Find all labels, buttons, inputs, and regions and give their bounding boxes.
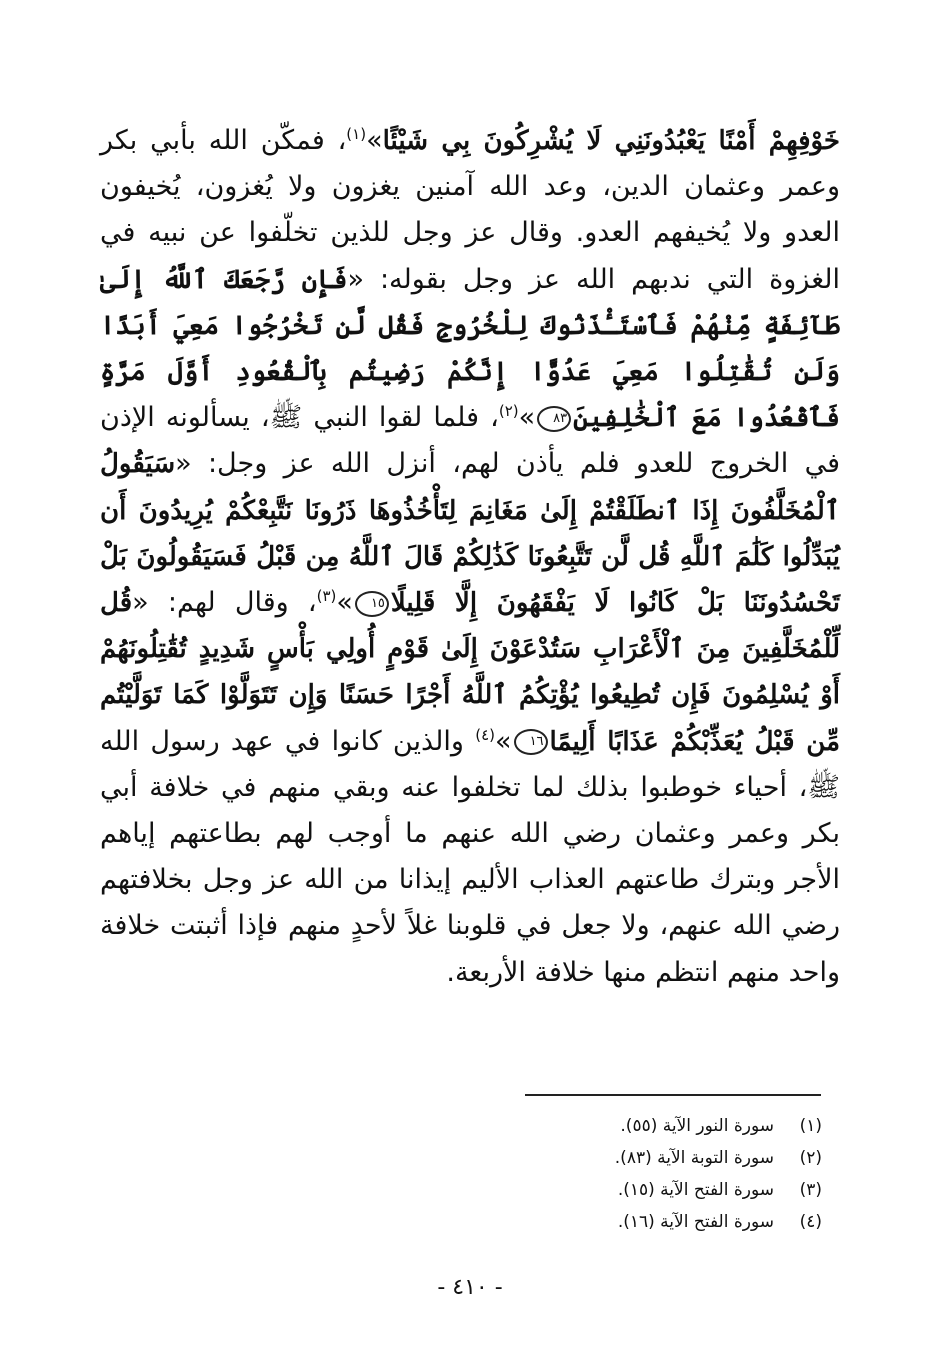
quran-verse: سَيَقُولُ ٱلْمُخَلَّفُونَ إِذَا ٱنطَلَقْتُمْ إِلَىٰ مَغَانِمَ لِتَأْخُذُوهَا ذَرُونَا نَتَّبِعْكُمْ يُرِيدُونَ أَن يُبَدِّلُوا كَلَٰمَ ٱللَّهِ قُل لَّن تَتَّبِعُونَا كَذَٰلِكُمْ قَالَ ٱللَّهُ مِن قَبْلُ فَسَيَقُولُونَ بَلْ تَحْسُدُونَنَا بَلْ كَانُوا لَا يَفْقَهُونَ إِلَّا قَلِيلًا <box>100 449 840 619</box>
quran-verse: خَوْفِهِمْ أَمْنًا يَعْبُدُونَنِي لَا يُشْرِكُونَ بِي شَيْئًا <box>382 126 841 156</box>
quran-verse: فَإِن رَّجَعَكَ ٱللَّهُ إِلَىٰ طَآئِفَةٍ مِّنْهُمْ فَٱسْتَـْٔذَنُوكَ لِلْخُرُوجِ فَقُل لَّن تَخْرُجُوا مَعِيَ أَبَدًا وَلَن تُقَٰتِلُوا مَعِيَ عَدُوًّا إِنَّكُمْ رَضِيتُم بِٱلْقُعُودِ أَوَّلَ مَرَّةٍ فَٱقْعُدُوا مَعَ ٱلْخَٰلِفِينَ <box>100 264 840 434</box>
footnote-text: سورة التوبة الآية (٨٣). <box>614 1148 774 1168</box>
footnote-number: (٢) <box>799 1148 822 1168</box>
text-segment: ، فلما لقوا النبي ﷺ، يسألونه الإذن في الخروج للعدو فلم يأذن لهم، أنزل الله عز وجل: « <box>100 402 840 480</box>
footnote-number: (٣) <box>799 1180 822 1200</box>
text-segment: » <box>366 125 383 156</box>
footnote-number: (٤) <box>799 1212 822 1232</box>
footnote-separator <box>525 1094 821 1096</box>
text-segment: » <box>336 587 353 619</box>
main-text-block <box>100 118 840 996</box>
quran-verse: قُل لِّلْمُخَلَّفِينَ مِنَ ٱلْأَعْرَابِ سَتُدْعَوْنَ إِلَىٰ قَوْمٍ أُولِي بَأْسٍ شَدِيدٍ تُقَٰتِلُونَهُمْ أَوْ يُسْلِمُونَ فَإِن تُطِيعُوا يُؤْتِكُمُ ٱللَّهُ أَجْرًا حَسَنًا وَإِن تَتَوَلَّوْا كَمَا تَوَلَّيْتُم مِّن قَبْلُ يُعَذِّبْكُمْ عَذَابًا أَلِيمًا <box>100 588 841 757</box>
footnote <box>322 1174 822 1206</box>
text-segment: » <box>518 402 536 434</box>
text-segment: » <box>495 725 512 757</box>
footnote-number: (١) <box>799 1116 822 1136</box>
verse-number-marker: ٨٣ <box>537 406 571 432</box>
footnote <box>322 1206 822 1238</box>
verse-number-marker: ١٦ <box>514 729 548 755</box>
page-number: - ٤١٠ - <box>437 1275 503 1300</box>
footnote-text: سورة النور الآية (٥٥). <box>620 1116 774 1136</box>
text-segment: والذين كانوا في عهد رسول الله ﷺ، أحياء خوطبوا بذلك لما تخلفوا عنه وبقي منهم في خلافة أبي بكر وعمر وعثمان رضي الله عنهم ما أوجب لهم بطاعتهم إياهم الأجر وبترك طاعتهم العذاب الأليم إيذانا من الله عز وجل بخلافتهم رضي الله عنهم، ولا جعل في قلوبنا غلاً لأحدٍ منهم فإذا أثبتت خلافة واحد منهم انتظم منها خلافة الأربعة. <box>100 725 840 988</box>
footnote-ref: (٢) <box>498 402 519 421</box>
text-segment: ، فمكّن الله بأبي بكر وعمر وعثمان الدين، وعد الله آمنين يغزون ولا يُغزون، يُخيفون العدو ولا يُخيفهم العدو. وقال عز وجل للذين تخلّفوا عن نبيه في الغزوة التي ندبهم الله عز وجل بقوله: « <box>100 125 840 295</box>
text-segment: ، وقال لهم: « <box>132 587 317 619</box>
footnote-text: سورة الفتح الآية (١٥). <box>617 1180 774 1200</box>
footnote <box>322 1142 822 1174</box>
footnote-ref: (٤) <box>475 725 495 744</box>
footnote-ref: (١) <box>346 125 367 143</box>
footnote <box>322 1110 822 1142</box>
footnotes-list <box>322 1110 822 1238</box>
footnote-ref: (٣) <box>316 587 337 606</box>
body-paragraph <box>100 118 840 996</box>
footnote-text: سورة الفتح الآية (١٦). <box>617 1212 774 1232</box>
verse-number-marker: ١٥ <box>355 591 389 617</box>
